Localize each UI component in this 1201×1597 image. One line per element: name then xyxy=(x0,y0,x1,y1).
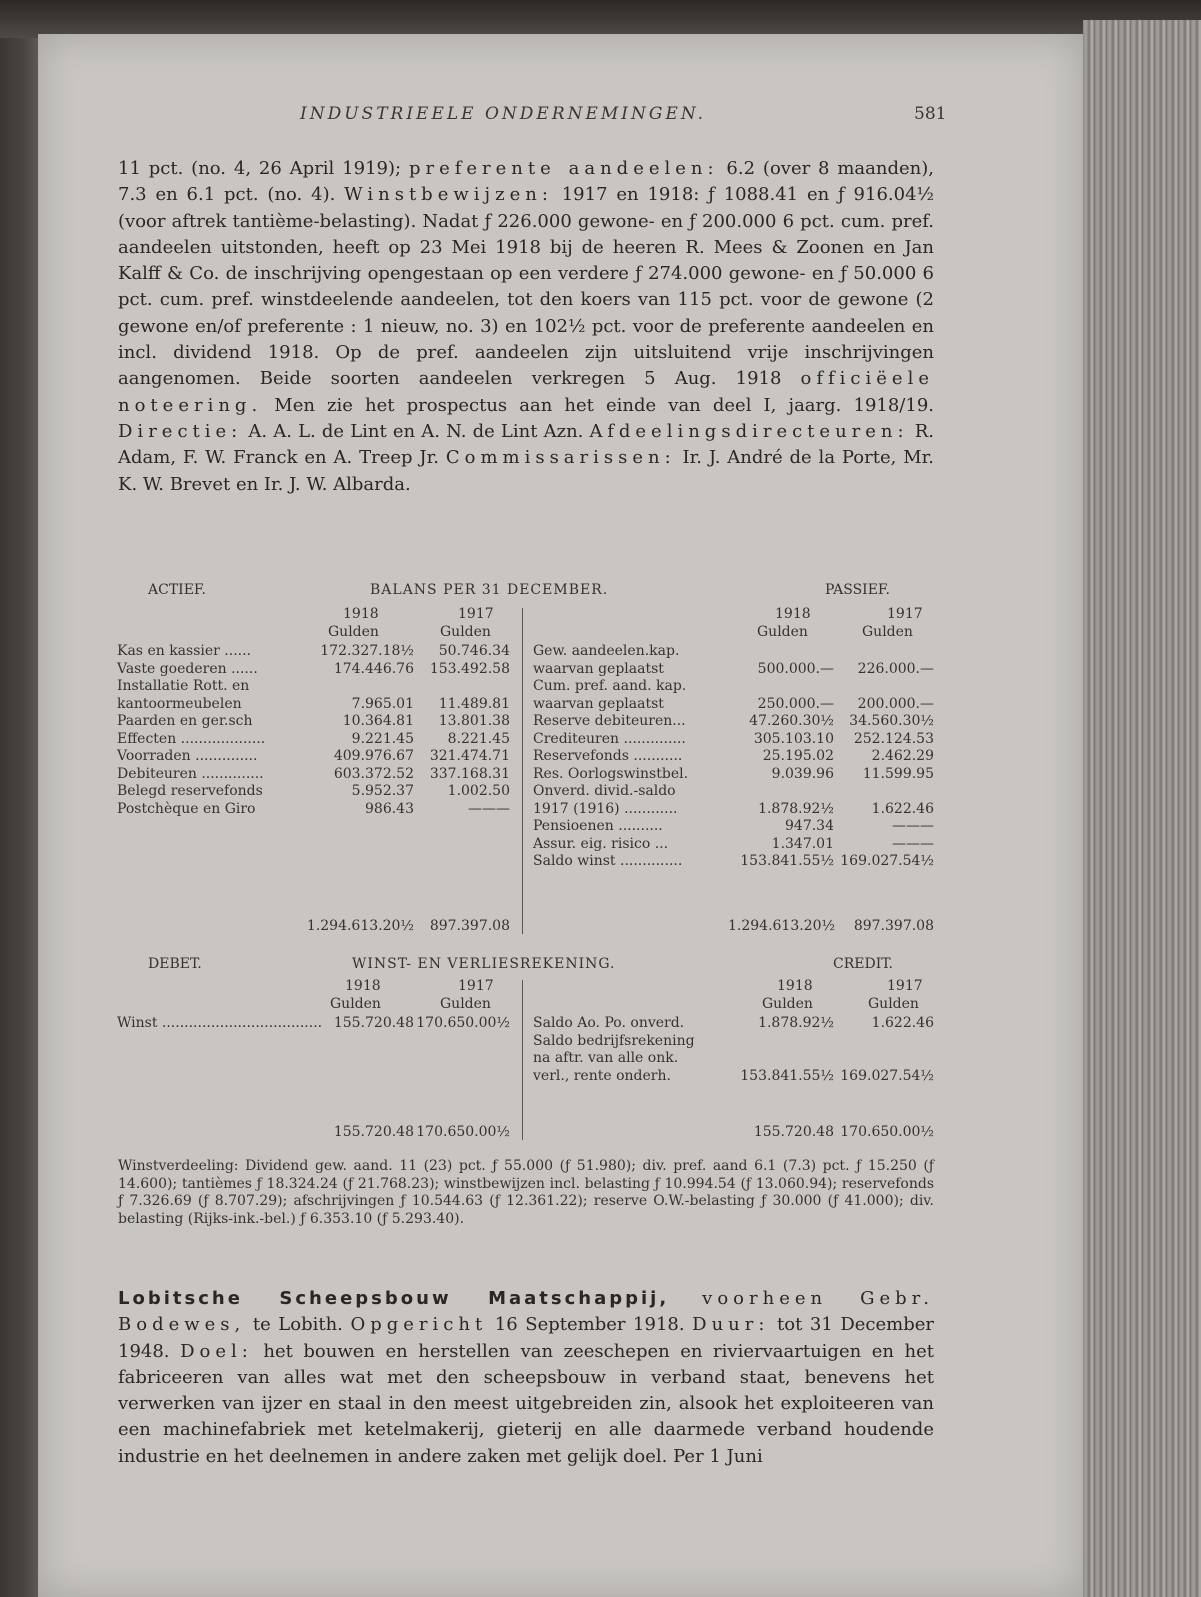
passief-row-v2: ——— xyxy=(892,835,934,852)
debet-total1: 155.720.48 xyxy=(333,1124,414,1140)
credit-total1: 155.720.48 xyxy=(753,1124,834,1140)
passief-row-v2: 169.027.54½ xyxy=(840,853,934,869)
actief-year2: 1917 xyxy=(458,606,494,622)
passief-row-v1: 153.841.55½ xyxy=(740,853,834,869)
actief-row-v2: ——— xyxy=(468,800,510,817)
passief-row-v1: 500.000.— xyxy=(757,660,834,677)
actief-row-label: Vaste goederen ...... xyxy=(117,660,258,677)
passief-row-v2: 252.124.53 xyxy=(853,730,934,747)
actief-row-v1: 172.327.18½ xyxy=(320,643,414,659)
actief-row-v2: 13.801.38 xyxy=(438,713,510,729)
actief-unit1: Gulden xyxy=(328,624,379,640)
actief-row-v1: 5.952.37 xyxy=(351,783,414,799)
passief-unit1: Gulden xyxy=(757,624,808,640)
passief-row-label: Res. Oorlogswinstbel. xyxy=(533,765,689,782)
balans-divider xyxy=(522,608,523,934)
credit-year1: 1918 xyxy=(777,978,813,994)
passief-row-v2: 11.599.95 xyxy=(862,765,934,782)
credit-year2: 1917 xyxy=(887,978,923,994)
credit-row-v1: 153.841.55½ xyxy=(740,1067,834,1084)
passief-year1: 1918 xyxy=(775,606,811,622)
debet-row-v1: 155.720.48 xyxy=(333,1015,414,1031)
intro-paragraph: 11 pct. (no. 4, 26 April 1919); preferente aandeelen: 6.2 (over 8 maanden), 7.3 en 6.1 pct. (no. 4). Winstbewijzen: 1917 en 1918: ƒ 1088.41 en ƒ 916.04½ (voor aftrek tantième-belasting). Nadat ƒ 226.000 gewone- en ƒ 200.000 6 pct. cum. pref. aandeelen uitstonden, heeft op 23 Mei 1918 bij de heeren R. Mees & Zoonen en Jan Kalff & Co. de inschrijving opengestaan op een verdere ƒ 274.000 gewone- en ƒ 50.000 6 pct. cum. pref. winstdeelende aandeelen, tot den koers van 115 pct. voor de gewone (2 gewone en/of preferente : 1 nieuw, no. 3) en 102½ pct. voor de preferente aandeelen en incl. dividend 1918. Op de pref. aandeelen zijn uitsluitend vrije inschrijvingen aangenomen. Beide soorten aandeelen verkregen 5 Aug. 1918 officiëele noteering. Men zie het prospectus aan het einde van deel I, jaarg. 1918/19. Directie: A. A. L. de Lint en A. N. de Lint Azn. Afdeelingsdirecteuren: R. Adam, F. W. Franck en A. Treep Jr. Commissarissen: Ir. J. André de la Porte, Mr. K. W. Brevet en Ir. J. W. Albarda. xyxy=(118,158,935,495)
actief-row-v1: 9.221.45 xyxy=(351,730,414,747)
passief-row-v2: 2.462.29 xyxy=(871,748,934,764)
actief-row-label: Voorraden .............. xyxy=(117,748,258,764)
winst-divider xyxy=(522,980,523,1140)
actief-label: ACTIEF. xyxy=(148,582,206,598)
passief-row-label: 1917 (1916) ............ xyxy=(533,800,678,817)
passief-row-v1: 1.878.92½ xyxy=(758,800,834,817)
actief-row-label: Paarden en ger.sch xyxy=(117,713,253,729)
passief-unit2: Gulden xyxy=(862,624,913,640)
credit-row-v1: 1.878.92½ xyxy=(758,1015,834,1031)
actief-total1: 1.294.613.20½ xyxy=(306,918,414,934)
passief-year2: 1917 xyxy=(887,606,923,622)
actief-year1: 1918 xyxy=(343,606,379,622)
credit-row-label: verl., rente onderh. xyxy=(533,1067,671,1084)
debet-label: DEBET. xyxy=(148,956,202,972)
debet-row-v2: 170.650.00½ xyxy=(416,1015,510,1031)
debet-year1: 1918 xyxy=(345,978,381,994)
passief-row-label: Cum. pref. aand. kap. xyxy=(533,678,687,694)
winst-title: WINST- EN VERLIESREKENING. xyxy=(352,956,616,972)
credit-total2: 170.650.00½ xyxy=(840,1124,934,1140)
actief-row-v1: 7.965.01 xyxy=(351,695,414,712)
credit-row-v2: 169.027.54½ xyxy=(840,1067,934,1084)
passief-row-v2: ——— xyxy=(892,818,934,834)
debet-unit1: Gulden xyxy=(330,996,381,1012)
credit-row-v2: 1.622.46 xyxy=(871,1015,934,1031)
actief-row-v2: 11.489.81 xyxy=(438,695,510,712)
passief-row-label: Reserve debiteuren... xyxy=(533,713,686,729)
debet-year2: 1917 xyxy=(458,978,494,994)
credit-row-label: Saldo Ao. Po. onverd. xyxy=(533,1015,685,1031)
actief-row-label: Debiteuren .............. xyxy=(117,765,264,782)
actief-row-v2: 337.168.31 xyxy=(429,765,510,782)
passief-row-v2: 34.560.30½ xyxy=(849,713,934,729)
actief-row-label: kantoormeubelen xyxy=(117,695,242,712)
passief-total1: 1.294.613.20½ xyxy=(728,918,836,934)
passief-row-v1: 250.000.— xyxy=(757,695,834,712)
lobith-paragraph: Lobitsche Scheepsbouw Maatschappij, voorheen Gebr. Bodewes, te Lobith. Opgericht 16 September 1918. Duur: tot 31 December 1948. Doel: het bouwen en herstellen van zeeschepen en riviervaartuigen en het fabriceeren van alles wat met den scheepsbouw in verband staat, benevens het verwerken van ijzer en staal in den meest uitgebreiden zin, alsook het exploiteeren van een machinefabriek met ketelmakerij, gieterij en alle daarmede verband houdende industrie en het deelnemen in andere zaken met gelijk doel. Per 1 Juni xyxy=(118,1288,935,1467)
passief-row-label: waarvan geplaatst xyxy=(533,695,664,712)
actief-row-v2: 1.002.50 xyxy=(447,783,510,799)
actief-row-label: Installatie Rott. en xyxy=(117,678,250,694)
passief-row-v1: 1.347.01 xyxy=(771,835,834,852)
actief-row-v2: 8.221.45 xyxy=(447,730,510,747)
passief-row-v2: 226.000.— xyxy=(857,660,934,677)
actief-row-v1: 174.446.76 xyxy=(333,660,414,677)
debet-total2: 170.650.00½ xyxy=(416,1124,510,1140)
actief-row-v2: 153.492.58 xyxy=(429,660,510,677)
passief-row-label: Saldo winst .............. xyxy=(533,853,683,869)
passief-total2: 897.397.08 xyxy=(853,918,934,934)
passief-row-label: waarvan geplaatst xyxy=(533,660,664,677)
passief-row-label: Pensioenen .......... xyxy=(533,818,663,834)
actief-row-v1: 986.43 xyxy=(365,800,414,817)
passief-row-label: Reservefonds ........... xyxy=(533,748,683,764)
debet-unit2: Gulden xyxy=(440,996,491,1012)
passief-row-label: Onverd. divid.-saldo xyxy=(533,783,676,799)
actief-row-label: Effecten ................... xyxy=(117,730,266,747)
passief-row-v2: 1.622.46 xyxy=(871,800,934,817)
passief-label: PASSIEF. xyxy=(825,582,890,598)
passief-row-v1: 25.195.02 xyxy=(762,748,834,764)
passief-row-v1: 947.34 xyxy=(785,818,834,834)
passief-row-v2: 200.000.— xyxy=(857,695,934,712)
credit-row-label: na aftr. van alle onk. xyxy=(533,1050,679,1066)
running-title: INDUSTRIEELE ONDERNEMINGEN. xyxy=(300,104,707,124)
actief-row-label: Kas en kassier ...... xyxy=(117,643,251,659)
company-name: Lobitsche Scheepsbouw Maatschappij, xyxy=(118,1288,670,1309)
actief-row-label: Postchèque en Giro xyxy=(117,800,256,817)
passief-row-label: Crediteuren .............. xyxy=(533,730,686,747)
actief-row-v1: 10.364.81 xyxy=(342,713,414,729)
credit-label: CREDIT. xyxy=(833,956,893,972)
passief-row-v1: 9.039.96 xyxy=(771,765,834,782)
winstverdeeling: Winstverdeeling: Dividend gew. aand. 11 (23) pct. ƒ 55.000 (ƒ 51.980); div. pref. aand 6.1 (7.3) pct. ƒ 15.250 (ƒ 14.600); tantièmes ƒ 18.324.24 (ƒ 21.768.23); winstbewijzen incl. belasting ƒ 10.994.54 (ƒ 13.060.94); reservefonds ƒ 7.326.69 (ƒ 8.707.29); afschrijvingen ƒ 10.544.63 (ƒ 12.361.22); reserve O.W.-belasting ƒ 30.000 (ƒ 41.000); div. belasting (Rijks-ink.-bel.) ƒ 6.353.10 (ƒ 5.293.40). xyxy=(118,1158,934,1227)
credit-row-label: Saldo bedrijfsrekening xyxy=(533,1032,695,1049)
passief-row-v1: 305.103.10 xyxy=(753,730,834,747)
balans-title: BALANS PER 31 DECEMBER. xyxy=(370,582,609,598)
actief-row-v1: 603.372.52 xyxy=(333,765,414,782)
passief-row-label: Assur. eig. risico ... xyxy=(533,835,669,852)
debet-row-label: Winst .................................... xyxy=(117,1015,323,1031)
actief-row-v2: 321.474.71 xyxy=(429,748,510,764)
credit-unit2: Gulden xyxy=(868,996,919,1012)
credit-unit1: Gulden xyxy=(762,996,813,1012)
actief-unit2: Gulden xyxy=(440,624,491,640)
actief-total2: 897.397.08 xyxy=(429,918,510,934)
actief-row-v2: 50.746.34 xyxy=(438,643,510,659)
passief-row-v1: 47.260.30½ xyxy=(749,713,834,729)
actief-row-label: Belegd reservefonds xyxy=(117,783,263,799)
actief-row-v1: 409.976.67 xyxy=(333,748,414,764)
page-number: 581 xyxy=(914,104,947,124)
passief-row-label: Gew. aandeelen.kap. xyxy=(533,643,680,659)
